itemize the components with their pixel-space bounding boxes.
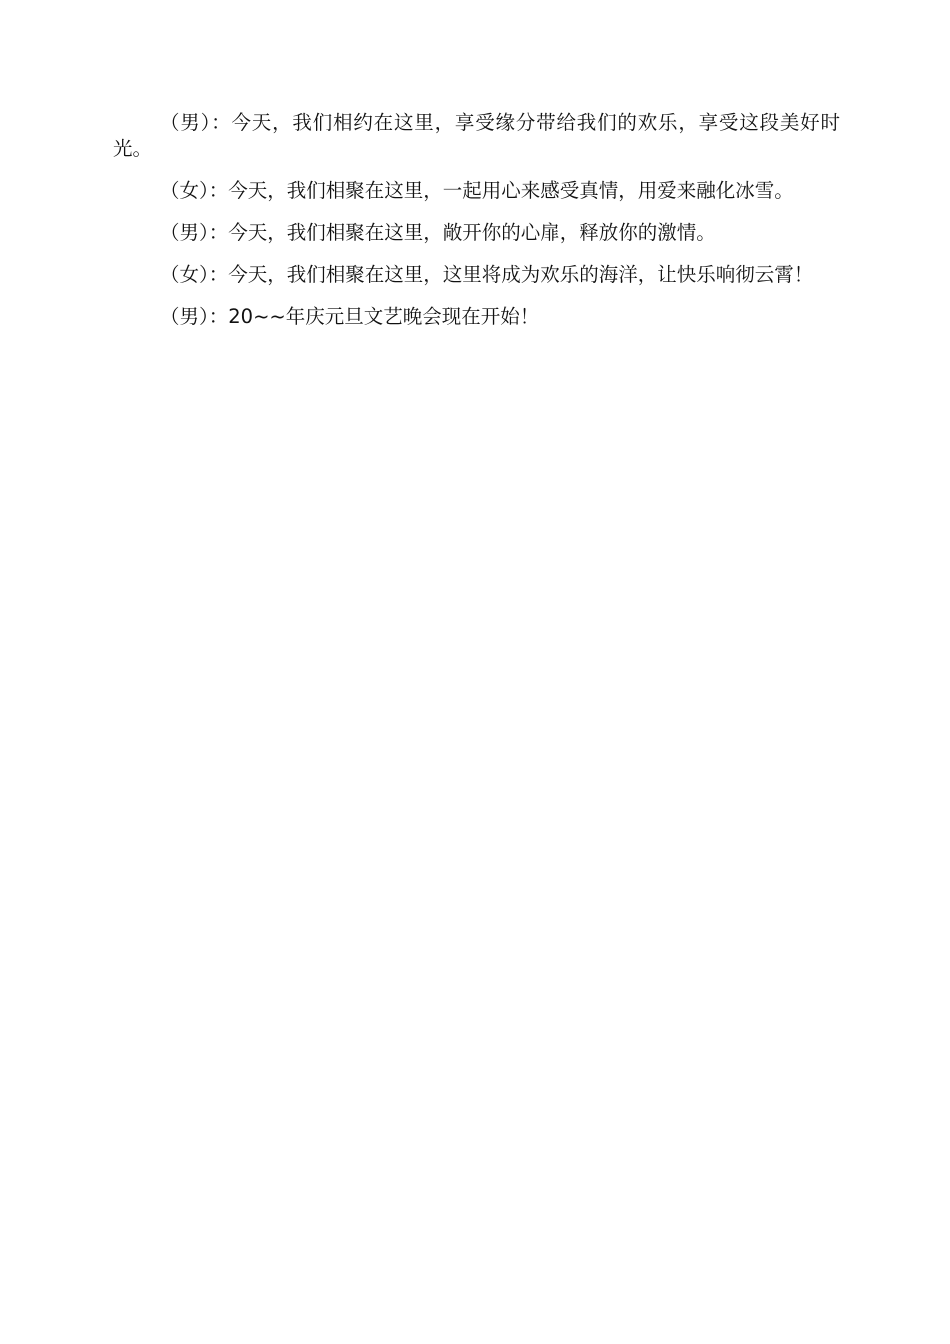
dialogue-paragraph-male-3: （男）：20~~年庆元旦文艺晚会现在开始！ — [160, 305, 540, 328]
dialogue-paragraph-male-2: （男）：今天，我们相聚在这里，敞开你的心扉，释放你的激情。 — [160, 221, 716, 244]
dialogue-paragraph-female-2: （女）：今天，我们相聚在这里，这里将成为欢乐的海洋，让快乐响彻云霄！ — [160, 263, 814, 286]
dialogue-paragraph-female-1: （女）：今天，我们相聚在这里，一起用心来感受真情，用爱来融化冰雪。 — [160, 179, 794, 202]
document-body — [113, 110, 840, 346]
dialogue-paragraph-male-1: （男）：今天，我们相约在这里，享受缘分带给我们的欢乐，享受这段美好时光。 — [113, 111, 840, 160]
